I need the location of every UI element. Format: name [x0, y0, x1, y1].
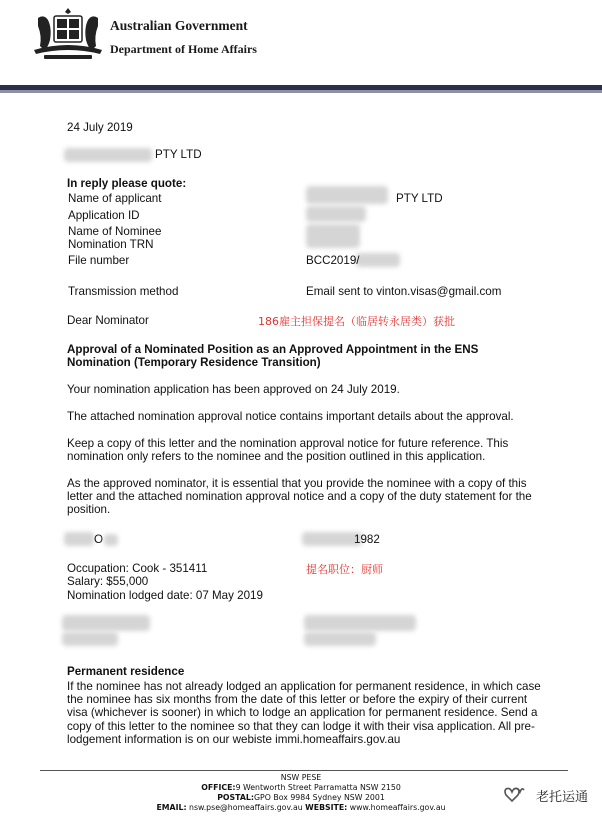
annotation-approval: 186雇主担保提名（临居转永居类）获批	[258, 315, 455, 328]
footer-website-label: WEBSITE:	[305, 803, 348, 812]
paragraph-approved: Your nomination application has been approved on 24 July 2019.	[67, 383, 400, 396]
redacted-block	[64, 532, 94, 546]
nominee-name: O	[94, 533, 104, 546]
redacted-block	[356, 253, 400, 267]
redacted-block	[306, 206, 366, 222]
field-label-file-number: File number	[68, 254, 130, 267]
paragraph-keep-copy: Keep a copy of this letter and the nomination approval notice for future reference. This nomination only refers to the nominee and the position outlined in this application.	[67, 437, 509, 464]
company-name: PTY LTD	[155, 148, 202, 161]
reply-heading: In reply please quote:	[67, 177, 187, 190]
redacted-block	[306, 224, 360, 248]
footer-postal-address: GPO Box 9984 Sydney NSW 2001	[253, 793, 385, 802]
salary: Salary: $55,000	[67, 575, 149, 588]
redacted-block	[64, 148, 152, 162]
field-value-applicant: PTY LTD	[396, 192, 443, 205]
field-label-nominee: Name of Nominee	[68, 225, 162, 238]
nominee-dob: 1982	[354, 533, 380, 546]
field-label-applicant: Name of applicant	[68, 192, 162, 205]
footer-contact	[0, 803, 602, 812]
footer-email: nsw.pse@homeaffairs.gov.au	[186, 803, 306, 812]
redacted-block	[302, 532, 362, 546]
footer-office-name: NSW PESE	[280, 773, 322, 782]
transmission-value: Email sent to vinton.visas@gmail.com	[306, 285, 502, 298]
field-value-file-number: BCC2019/	[306, 254, 360, 267]
coat-of-arms-logo	[30, 6, 106, 62]
field-label-trn: Nomination TRN	[68, 238, 154, 251]
paragraph-provide-copy: As the approved nominator, it is essential that you provide the nominee with a copy of this letter and the attached nomination approval notice and a copy of the duty statement for the position.	[67, 477, 532, 517]
watermark-text: 老托运通	[535, 790, 588, 805]
field-label-application-id: Application ID	[68, 209, 140, 222]
occupation: Occupation: Cook - 351411	[67, 562, 208, 575]
annotation-occupation: 提名职位：厨师	[306, 563, 383, 576]
transmission-label: Transmission method	[68, 285, 179, 298]
footer-divider	[40, 770, 568, 771]
pr-text: If the nominee has not already lodged an application for permanent residence, in which case the nominee has six months from the date of this letter or before the expiry of their current visa (whichever is sooner) in which to lodge an application for permanent residence. Send a copy of this letter to the nominee so that they can lodge it with their visa application. All pre-lodgement information is on our webiste immi.homeaffairs.gov.au	[67, 680, 541, 746]
redacted-block	[62, 615, 150, 631]
footer-postal-label: POSTAL:	[217, 793, 254, 802]
salutation: Dear Nominator	[67, 314, 149, 327]
footer-email-label: EMAIL:	[156, 803, 187, 812]
letter-subject: Approval of a Nominated Position as an Approved Appointment in the ENS Nomination (Temporary Residence Transition)	[67, 343, 479, 370]
redacted-block	[104, 534, 118, 546]
footer-website: www.homeaffairs.gov.au	[347, 803, 446, 812]
lodged-date: Nomination lodged date: 07 May 2019	[67, 589, 263, 602]
redacted-block	[304, 615, 416, 631]
paragraph-notice: The attached nomination approval notice contains important details about the approval.	[67, 410, 514, 423]
footer-office-address: 9 Wentworth Street Parramatta NSW 2150	[235, 783, 401, 792]
redacted-block	[62, 632, 118, 646]
government-title: Australian Government	[110, 18, 248, 33]
department-title: Department of Home Affairs	[110, 42, 257, 56]
redacted-block	[304, 632, 376, 646]
letter-date: 24 July 2019	[67, 121, 133, 134]
header-bar-light	[0, 90, 602, 93]
pr-heading: Permanent residence	[67, 665, 185, 678]
wechat-channel-icon	[504, 785, 526, 803]
redacted-block	[306, 186, 388, 204]
footer-office-label: OFFICE:	[201, 783, 236, 792]
